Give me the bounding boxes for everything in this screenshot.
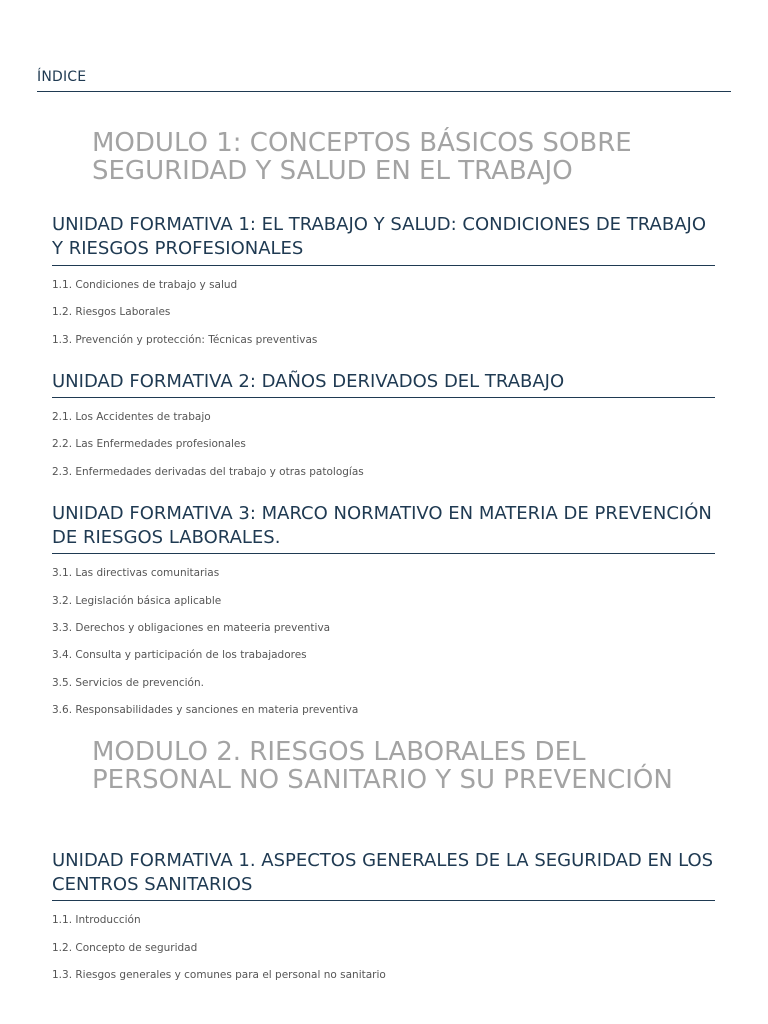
- lesson-item: 2.3. Enfermedades derivadas del trabajo y otras patologías: [52, 466, 364, 478]
- unit-heading: [52, 849, 715, 901]
- unit-heading: [52, 370, 715, 398]
- lesson-item: 1.3. Prevención y protección: Técnicas preventivas: [52, 334, 318, 346]
- lesson-item: 2.2. Las Enfermedades profesionales: [52, 438, 246, 450]
- unit-title: UNIDAD FORMATIVA 1: EL TRABAJO Y SALUD: CONDICIONES DE TRABAJO Y RIESGOS PROFESIONALES: [52, 214, 706, 259]
- lesson-item: 3.2. Legislación básica aplicable: [52, 595, 222, 607]
- lesson-item: 3.6. Responsabilidades y sanciones en materia preventiva: [52, 704, 359, 716]
- lesson-item: 1.1. Condiciones de trabajo y salud: [52, 279, 238, 291]
- lesson-item: 1.1. Introducción: [52, 914, 141, 926]
- lesson-item: 1.2. Riesgos Laborales: [52, 306, 171, 318]
- lesson-item: 1.2. Concepto de seguridad: [52, 942, 198, 954]
- unit-heading: [52, 502, 715, 554]
- lesson-item: 3.3. Derechos y obligaciones en mateeria preventiva: [52, 622, 331, 634]
- lesson-item: 3.5. Servicios de prevención.: [52, 677, 204, 689]
- module-title: MODULO 1: CONCEPTOS BÁSICOS SOBRE SEGURIDAD Y SALUD EN EL TRABAJO: [92, 128, 632, 186]
- unit-title: UNIDAD FORMATIVA 3: MARCO NORMATIVO EN MATERIA DE PREVENCIÓN DE RIESGOS LABORALES.: [52, 503, 712, 548]
- lesson-item: 3.1. Las directivas comunitarias: [52, 567, 220, 579]
- lesson-item: 1.3. Riesgos generales y comunes para el personal no sanitario: [52, 969, 386, 981]
- module-title: MODULO 2. RIESGOS LABORALES DEL PERSONAL NO SANITARIO Y SU PREVENCIÓN: [92, 737, 673, 795]
- lesson-item: 2.1. Los Accidentes de trabajo: [52, 411, 211, 423]
- index-title: ÍNDICE: [37, 69, 87, 85]
- unit-title: UNIDAD FORMATIVA 1. ASPECTOS GENERALES DE LA SEGURIDAD EN LOS CENTROS SANITARIOS: [52, 850, 714, 895]
- unit-title: UNIDAD FORMATIVA 2: DAÑOS DERIVADOS DEL TRABAJO: [52, 371, 565, 392]
- lesson-item: 3.4. Consulta y participación de los trabajadores: [52, 649, 307, 661]
- index-header: [37, 66, 731, 92]
- unit-heading: [52, 213, 715, 266]
